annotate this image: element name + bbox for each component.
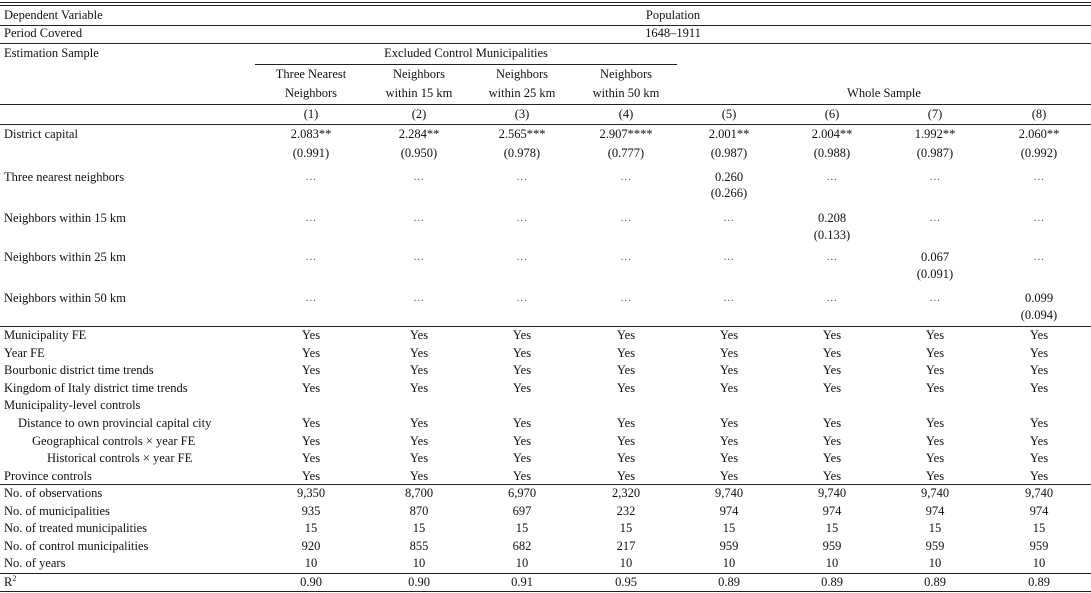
control-label: Historical controls × year FE — [47, 451, 193, 466]
coef-estimate: 0.260 — [714, 170, 744, 184]
coef-row-district-capital — [0, 126, 1091, 143]
std-error: (0.991) — [292, 146, 330, 160]
r-squared-sup: 2 — [12, 573, 17, 583]
estimation-sample-label: Estimation Sample — [4, 46, 99, 60]
coef-estimate: … — [620, 251, 632, 263]
col-number: (7) — [927, 107, 943, 121]
coef-label: District capital — [4, 127, 78, 141]
coef-estimate: … — [305, 292, 317, 304]
control-row — [0, 450, 1091, 467]
coef-estimate: … — [1033, 171, 1045, 183]
coef-estimate: … — [305, 251, 317, 263]
rule — [0, 124, 1091, 125]
stat-value: 232 — [616, 503, 636, 518]
control-value: Yes — [512, 380, 532, 395]
stat-value: 10 — [722, 556, 736, 571]
r-squared-base: R — [4, 575, 13, 589]
std-error: (0.266) — [710, 186, 748, 200]
stat-value: 974 — [925, 503, 945, 518]
r-squared-value: 0.89 — [821, 575, 843, 589]
r-squared-value: 0.89 — [924, 575, 946, 589]
whole-sample-label: Whole Sample — [847, 86, 921, 100]
coef-estimate: … — [826, 171, 838, 183]
coef-estimate: … — [413, 251, 425, 263]
stat-value: 9,740 — [714, 486, 744, 500]
control-row — [0, 345, 1091, 362]
control-value: Yes — [301, 451, 321, 466]
stat-value: 10 — [928, 556, 942, 571]
stat-value: 855 — [409, 538, 429, 553]
rule — [0, 43, 1091, 44]
coef-row-within-15km — [0, 210, 1091, 227]
control-value: Yes — [719, 451, 739, 466]
control-value: Yes — [1029, 345, 1049, 360]
coef-estimate: … — [826, 292, 838, 304]
control-value: Yes — [409, 380, 429, 395]
control-value: Yes — [616, 380, 636, 395]
control-value: Yes — [301, 328, 321, 342]
coef-row-within-25km — [0, 249, 1091, 266]
se-row-within-15km — [0, 227, 1091, 244]
coef-estimate: … — [516, 292, 528, 304]
control-value: Yes — [925, 416, 945, 430]
control-value: Yes — [822, 433, 842, 448]
r-squared-value: 0.89 — [1028, 575, 1050, 589]
control-value: Yes — [512, 451, 532, 466]
control-label: Kingdom of Italy district time trends — [4, 380, 188, 395]
stat-value: 2,320 — [611, 486, 641, 500]
col3-title-line2: within 25 km — [488, 86, 556, 100]
col-number: (6) — [824, 107, 840, 121]
stat-value: 15 — [722, 521, 736, 536]
col-number: (3) — [514, 107, 530, 121]
se-row-within-50km — [0, 307, 1091, 324]
control-row — [0, 415, 1091, 432]
stat-value: 959 — [1029, 538, 1049, 553]
coef-estimate: 2.284** — [398, 127, 440, 141]
stat-value: 9,740 — [1024, 486, 1054, 500]
coef-estimate: … — [516, 212, 528, 224]
stat-row — [0, 555, 1091, 572]
control-value: Yes — [925, 468, 945, 483]
stat-value: 974 — [719, 503, 739, 518]
std-error: (0.987) — [916, 146, 954, 160]
stat-row — [0, 538, 1091, 555]
r-squared-value: 0.89 — [718, 575, 740, 589]
control-value: Yes — [616, 451, 636, 466]
stat-value: 974 — [822, 503, 842, 518]
control-value: Yes — [301, 380, 321, 395]
stat-value: 217 — [616, 538, 636, 553]
column-titles-line2 — [0, 85, 1091, 102]
coef-estimate: 2.565*** — [498, 127, 546, 141]
bottom-rule — [0, 591, 1091, 592]
coef-estimate: … — [929, 212, 941, 224]
control-row — [0, 362, 1091, 379]
coef-row-within-50km — [0, 290, 1091, 307]
stat-value: 10 — [304, 556, 318, 571]
control-value: Yes — [409, 468, 429, 483]
std-error: (0.091) — [916, 267, 954, 281]
control-label: Distance to own provincial capital city — [18, 416, 212, 430]
std-error: (0.978) — [503, 146, 541, 160]
coef-estimate: 0.208 — [817, 211, 847, 225]
coef-estimate: … — [413, 212, 425, 224]
control-label: Bourbonic district time trends — [4, 363, 154, 378]
control-value: Yes — [719, 416, 739, 430]
rule — [0, 104, 1091, 105]
coef-estimate: … — [305, 171, 317, 183]
coef-estimate: … — [413, 171, 425, 183]
coef-estimate: … — [929, 292, 941, 304]
top-rule — [0, 2, 1091, 3]
control-value: Yes — [1029, 433, 1049, 448]
control-value: Yes — [512, 433, 532, 448]
coef-estimate: 2.060** — [1018, 127, 1060, 141]
control-value: Yes — [1029, 380, 1049, 395]
col-number: (2) — [411, 107, 427, 121]
coef-estimate: … — [516, 251, 528, 263]
r-squared-value: 0.91 — [511, 575, 533, 589]
control-value: Yes — [822, 363, 842, 378]
control-value: Yes — [925, 380, 945, 395]
col-number: (1) — [303, 107, 319, 121]
stat-value: 15 — [412, 521, 426, 536]
stat-value: 15 — [928, 521, 942, 536]
stat-value: 15 — [515, 521, 529, 536]
col2-title-line2: within 15 km — [385, 86, 453, 100]
coef-estimate: 2.907**** — [599, 127, 653, 141]
control-value: Yes — [925, 433, 945, 448]
coef-estimate: … — [723, 292, 735, 304]
stat-value: 682 — [512, 538, 532, 553]
coef-estimate: … — [723, 251, 735, 263]
stat-value: 974 — [1029, 503, 1049, 518]
stat-label: No. of observations — [4, 486, 103, 500]
control-value: Yes — [822, 451, 842, 466]
control-value: Yes — [616, 363, 636, 378]
coef-row-three-nearest — [0, 169, 1091, 186]
control-value: Yes — [616, 328, 636, 342]
col1-title-line2: Neighbors — [284, 86, 338, 100]
stat-value: 15 — [825, 521, 839, 536]
col1-title-line1: Three Nearest — [275, 67, 347, 81]
col3-title-line1: Neighbors — [495, 67, 549, 81]
control-value: Yes — [822, 380, 842, 395]
excluded-group-rule — [255, 64, 677, 65]
control-value: Yes — [1029, 416, 1049, 430]
control-row — [0, 433, 1091, 450]
period-row — [0, 25, 1091, 42]
control-value: Yes — [409, 345, 429, 360]
coef-label: Neighbors within 15 km — [4, 211, 126, 225]
control-value: Yes — [512, 416, 532, 430]
dependent-variable-row — [0, 7, 1091, 24]
coef-estimate: … — [826, 251, 838, 263]
control-value: Yes — [616, 468, 636, 483]
control-value: Yes — [822, 468, 842, 483]
dependent-variable-value: Population — [645, 8, 701, 22]
control-value: Yes — [822, 416, 842, 430]
control-value: Yes — [719, 433, 739, 448]
col-number: (5) — [721, 107, 737, 121]
control-value: Yes — [822, 328, 842, 342]
stat-value: 697 — [512, 503, 532, 518]
stat-value: 10 — [515, 556, 529, 571]
control-value: Yes — [719, 328, 739, 342]
control-value: Yes — [301, 345, 321, 360]
col-number: (4) — [618, 107, 634, 121]
r-squared-row — [0, 574, 1091, 591]
std-error: (0.988) — [813, 146, 851, 160]
period-value: 1648–1911 — [645, 26, 701, 40]
stat-value: 9,740 — [920, 486, 950, 500]
std-error: (0.987) — [710, 146, 748, 160]
col2-title-line1: Neighbors — [392, 67, 446, 81]
control-value: Yes — [616, 416, 636, 430]
coef-estimate: 0.099 — [1024, 291, 1054, 305]
control-label: Province controls — [4, 468, 92, 483]
coef-estimate: 2.004** — [811, 127, 853, 141]
control-row — [0, 327, 1091, 344]
period-label: Period Covered — [4, 26, 83, 40]
control-value: Yes — [616, 345, 636, 360]
std-error: (0.094) — [1020, 308, 1058, 322]
control-label: Geographical controls × year FE — [32, 433, 196, 448]
stat-value: 9,350 — [296, 486, 326, 500]
coef-estimate: 2.001** — [708, 127, 750, 141]
stat-row — [0, 520, 1091, 537]
estimation-sample-row — [0, 45, 1091, 62]
control-row — [0, 380, 1091, 397]
control-value: Yes — [925, 451, 945, 466]
coef-estimate: … — [723, 212, 735, 224]
r-squared-value: 0.90 — [408, 575, 430, 589]
control-value: Yes — [1029, 363, 1049, 378]
control-value: Yes — [409, 416, 429, 430]
control-value: Yes — [301, 363, 321, 378]
coef-label: Three nearest neighbors — [4, 170, 125, 184]
coef-estimate: … — [620, 212, 632, 224]
coef-estimate: … — [413, 292, 425, 304]
r-squared-value: 0.90 — [300, 575, 322, 589]
control-label: Year FE — [4, 345, 45, 360]
coef-estimate: … — [620, 292, 632, 304]
col4-title-line1: Neighbors — [599, 67, 653, 81]
control-value: Yes — [719, 468, 739, 483]
control-value: Yes — [719, 380, 739, 395]
stat-value: 959 — [822, 538, 842, 553]
column-numbers-row — [0, 106, 1091, 123]
control-value: Yes — [409, 433, 429, 448]
control-value: Yes — [409, 451, 429, 466]
stat-value: 15 — [1032, 521, 1046, 536]
stat-value: 8,700 — [404, 486, 434, 500]
stat-value: 870 — [409, 503, 429, 518]
control-label: Municipality FE — [4, 328, 87, 342]
control-value: Yes — [409, 328, 429, 342]
coef-estimate: … — [620, 171, 632, 183]
se-row-within-25km — [0, 266, 1091, 283]
se-row-district-capital — [0, 145, 1091, 162]
stat-row — [0, 485, 1091, 502]
stat-value: 15 — [304, 521, 318, 536]
stat-value: 10 — [412, 556, 426, 571]
control-value: Yes — [301, 433, 321, 448]
coef-estimate: … — [516, 171, 528, 183]
stat-value: 10 — [1032, 556, 1046, 571]
control-value: Yes — [512, 328, 532, 342]
control-value: Yes — [1029, 451, 1049, 466]
column-titles-line1 — [0, 66, 1091, 83]
top-rule-inner — [0, 5, 1091, 6]
stat-label: No. of municipalities — [4, 503, 110, 518]
stat-value: 10 — [825, 556, 839, 571]
stat-value: 959 — [719, 538, 739, 553]
coef-label: Neighbors within 25 km — [4, 250, 126, 264]
coef-label: Neighbors within 50 km — [4, 291, 126, 305]
control-row — [0, 397, 1091, 414]
stat-value: 15 — [619, 521, 633, 536]
r-squared-label — [4, 574, 16, 591]
stat-label: No. of years — [4, 556, 66, 571]
control-value: Yes — [512, 363, 532, 378]
stat-value: 6,970 — [507, 486, 537, 500]
control-value: Yes — [301, 468, 321, 483]
control-value: Yes — [925, 328, 945, 342]
dependent-variable-label: Dependent Variable — [4, 8, 103, 22]
stat-value: 959 — [925, 538, 945, 553]
stat-value: 920 — [301, 538, 321, 553]
stat-label: No. of treated municipalities — [4, 521, 148, 536]
coef-estimate: 1.992** — [914, 127, 956, 141]
col-number: (8) — [1031, 107, 1047, 121]
control-value: Yes — [925, 345, 945, 360]
control-label: Municipality-level controls — [4, 398, 141, 413]
stat-label: No. of control municipalities — [4, 538, 149, 553]
stat-value: 10 — [619, 556, 633, 571]
stat-value: 9,740 — [817, 486, 847, 500]
std-error: (0.950) — [400, 146, 438, 160]
se-row-three-nearest — [0, 185, 1091, 202]
coef-estimate: 0.067 — [920, 250, 950, 264]
control-value: Yes — [822, 345, 842, 360]
col4-title-line2: within 50 km — [592, 86, 660, 100]
control-value: Yes — [925, 363, 945, 378]
control-value: Yes — [409, 363, 429, 378]
control-value: Yes — [512, 345, 532, 360]
control-value: Yes — [512, 468, 532, 483]
control-value: Yes — [1029, 328, 1049, 342]
std-error: (0.777) — [607, 146, 645, 160]
std-error: (0.133) — [813, 228, 851, 242]
control-row — [0, 468, 1091, 485]
stat-value: 935 — [301, 503, 321, 518]
control-value: Yes — [1029, 468, 1049, 483]
r-squared-value: 0.95 — [615, 575, 637, 589]
excluded-group-label: Excluded Control Municipalities — [384, 46, 548, 60]
coef-estimate: … — [1033, 251, 1045, 263]
control-value: Yes — [301, 416, 321, 430]
coef-estimate: 2.083** — [290, 127, 332, 141]
std-error: (0.992) — [1020, 146, 1058, 160]
coef-estimate: … — [929, 171, 941, 183]
coef-estimate: … — [1033, 212, 1045, 224]
control-value: Yes — [719, 345, 739, 360]
stat-row — [0, 503, 1091, 520]
control-value: Yes — [719, 363, 739, 378]
coef-estimate: … — [305, 212, 317, 224]
control-value: Yes — [616, 433, 636, 448]
